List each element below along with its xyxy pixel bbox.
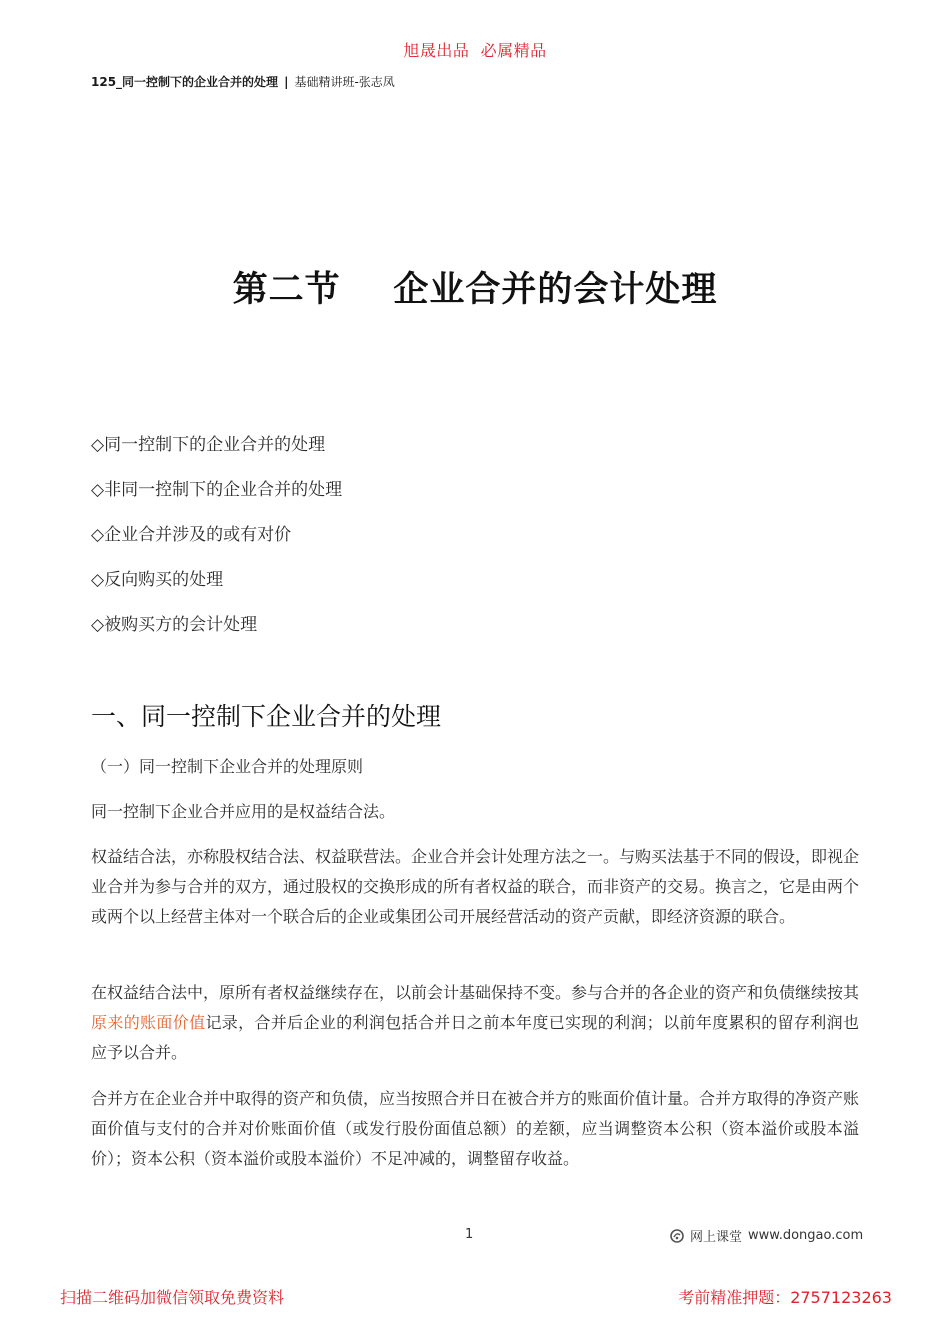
paragraph-method: 同一控制下企业合并应用的是权益结合法。 <box>91 802 396 821</box>
brand-footer <box>670 1226 863 1245</box>
outline-item: ◇反向购买的处理 <box>91 570 224 590</box>
highlighted-term: 原来的账面价值 <box>91 1013 206 1032</box>
heading-level-2: （一）同一控制下企业合并的处理原则 <box>91 757 364 776</box>
paragraph-definition: 权益结合法，亦称股权结合法、权益联营法。企业合并会计处理方法之一。与购买法基于不同的假设，即视企业合并为参与合并的双方，通过股权的交换形成的所有者权益的联合，而非资产的交易。换言之，它是由两个或两个以上经营主体对一个联合后的企业或集团公司开展经营活动的资产贡献，即经济资源的联合。 <box>91 847 860 926</box>
header-separator: | <box>284 75 289 89</box>
section-title: 第二节 企业合并的会计处理 <box>232 269 718 310</box>
outline-list <box>91 430 342 655</box>
dongao-logo-icon <box>670 1229 684 1243</box>
paragraph-text: 记录，合并后企业的利润包括合并日之前本年度已实现的利润；以前年度累积的留存利润也应予以合并。 <box>91 1013 859 1062</box>
brand-url[interactable]: www.dongao.com <box>748 1228 864 1243</box>
heading-level-1: 一、同一控制下企业合并的处理 <box>91 702 442 731</box>
paragraph-pooling <box>91 978 859 1068</box>
paragraph-measurement: 合并方在企业合并中取得的资产和负债，应当按照合并日在被合并方的账面价值计量。合并方取得的净资产账面价值与支付的合并对价账面价值（或发行股份面值总额）的差额，应当调整资本公积（资本溢价或股本溢价）；资本公积（资本溢价或股本溢价）不足冲减的，调整留存收益。 <box>91 1089 860 1168</box>
top-banner: 旭晟出品 必属精品 <box>403 41 547 60</box>
promo-left: 扫描二维码加微信领取免费资料 <box>60 1288 285 1307</box>
page-number: 1 <box>465 1227 474 1242</box>
outline-item: ◇企业合并涉及的或有对价 <box>91 525 292 545</box>
outline-item: ◇非同一控制下的企业合并的处理 <box>91 480 343 500</box>
document-header <box>91 73 395 90</box>
paragraph-text: 在权益结合法中，原所有者权益继续存在，以前会计基础保持不变。参与合并的各企业的资产和负债继续按其 <box>91 983 860 1002</box>
outline-item: ◇被购买方的会计处理 <box>91 615 258 635</box>
course-name: 125_同一控制下的企业合并的处理 <box>91 75 279 89</box>
class-teacher: 基础精讲班-张志凤 <box>294 75 395 89</box>
promo-right: 考前精准押题：2757123263 <box>678 1288 892 1307</box>
outline-item: ◇同一控制下的企业合并的处理 <box>91 435 326 455</box>
brand-name: 网上课堂 <box>690 1230 743 1245</box>
